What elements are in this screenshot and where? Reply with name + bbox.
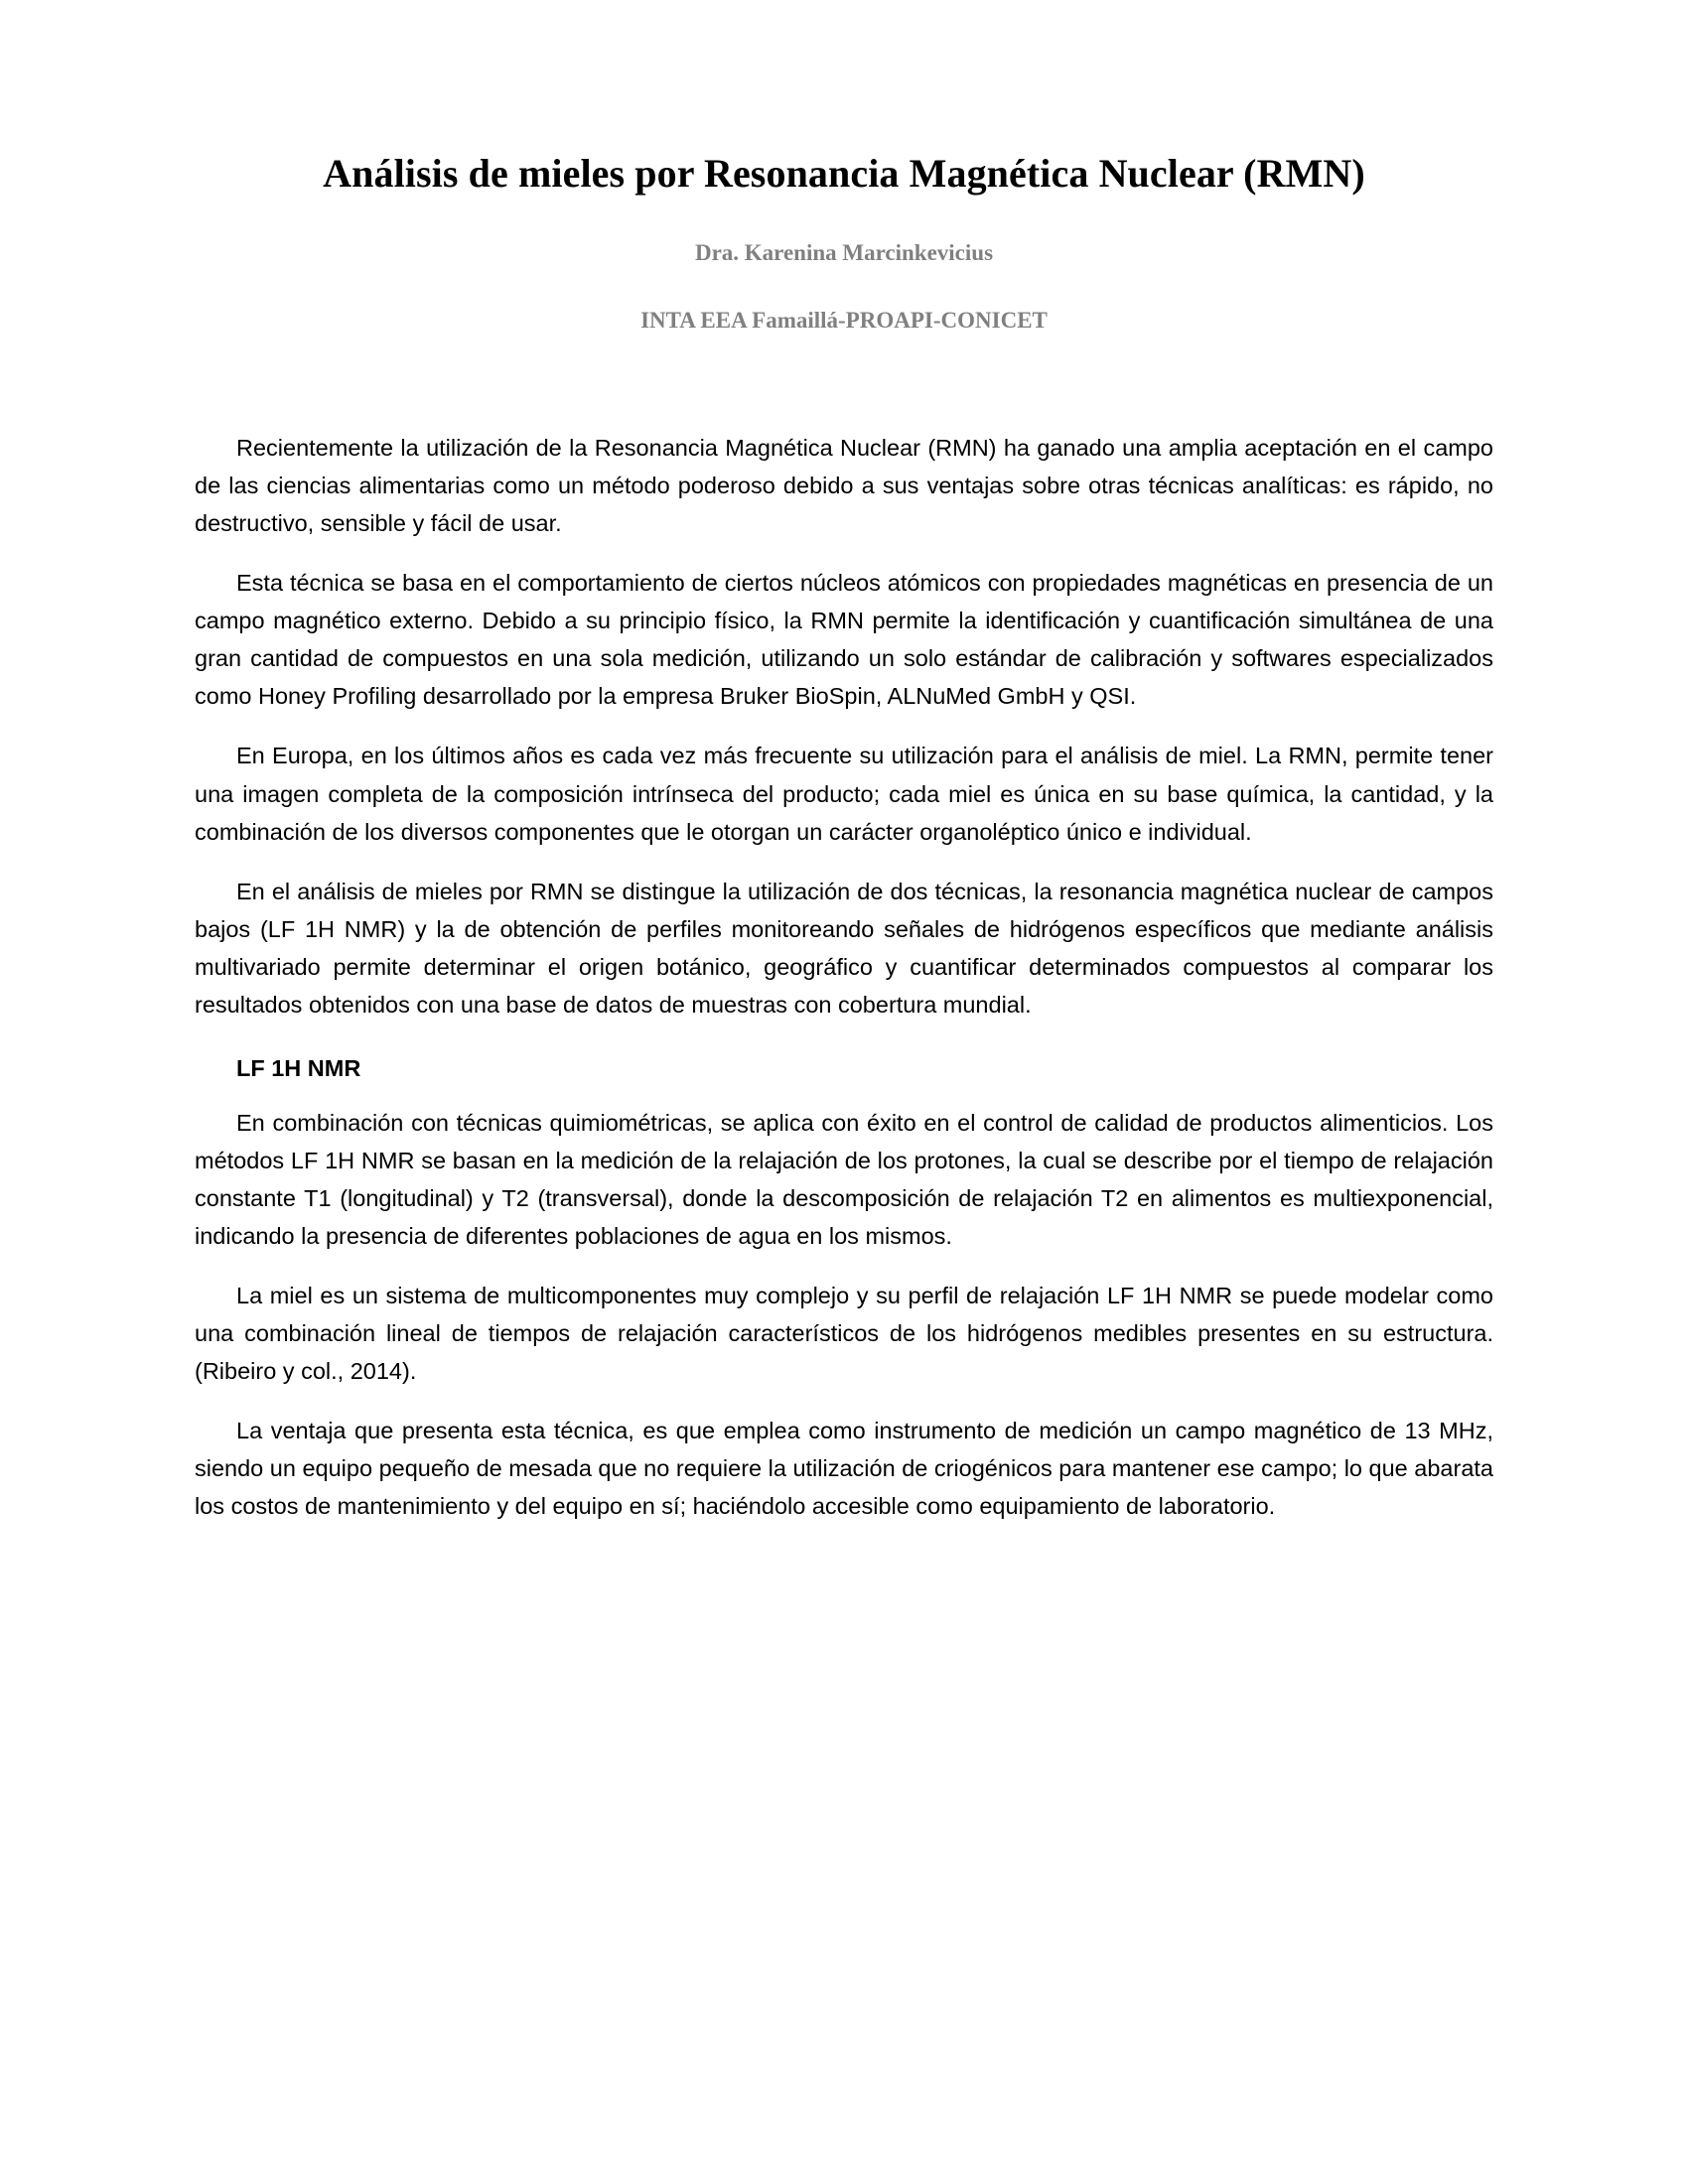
- body-paragraph: La ventaja que presenta esta técnica, es que emplea como instrumento de medición un campo magnético de 13 MHz, siendo un equipo pequeño de mesada que no requiere la utilización de criogénicos para mantener ese campo; lo que abarata los costos de mantenimiento y del equipo en sí; haciéndolo accesible como equipamiento de laboratorio.: [195, 1418, 1493, 1520]
- body-paragraph: Recientemente la utilización de la Resonancia Magnética Nuclear (RMN) ha ganado una amplia aceptación en el campo de las ciencias alimentarias como un método poderoso debido a sus ventajas sobre otras técnicas analíticas: es rápido, no destructivo, sensible y fácil de usar.: [195, 435, 1493, 537]
- affiliation-line: INTA EEA Famaillá-PROAPI-CONICET: [640, 308, 1048, 333]
- body-paragraph: La miel es un sistema de multicomponentes muy complejo y su perfil de relajación LF 1H NMR se puede modelar como una combinación lineal de tiempos de relajación característicos de los hidrógenos medibles presentes en su estructura. (Ribeiro y col., 2014).: [195, 1283, 1493, 1385]
- body-paragraph: En el análisis de mieles por RMN se distingue la utilización de dos técnicas, la resonancia magnética nuclear de campos bajos (LF 1H NMR) y la de obtención de perfiles monitoreando señales de hidrógenos específicos que mediante análisis multivariado permite determinar el origen botánico, geográfico y cuantificar determinados compuestos al comparar los resultados obtenidos con una base de datos de muestras con cobertura mundial.: [195, 878, 1493, 1018]
- page-title: Análisis de mieles por Resonancia Magnética Nuclear (RMN): [323, 151, 1365, 196]
- body-paragraph: Esta técnica se basa en el comportamiento de ciertos núcleos atómicos con propiedades magnéticas en presencia de un campo magnético externo. Debido a su principio físico, la RMN permite la identificación y cuantificación simultánea de una gran cantidad de compuestos en una sola medición, utilizando un solo estándar de calibración y softwares especializados como Honey Profiling desarrollado por la empresa Bruker BioSpin, ALNuMed GmbH y QSI.: [195, 570, 1493, 710]
- body-paragraph: En combinación con técnicas quimiométricas, se aplica con éxito en el control de calidad de productos alimenticios. Los métodos LF 1H NMR se basan en la medición de la relajación de los protones, la cual se describe por el tiempo de relajación constante T1 (longitudinal) y T2 (transversal), donde la descomposición de relajación T2 en alimentos es multiexponencial, indicando la presencia de diferentes poblaciones de agua en los mismos.: [195, 1109, 1493, 1250]
- body-paragraph: En Europa, en los últimos años es cada vez más frecuente su utilización para el análisis de miel. La RMN, permite tener una imagen completa de la composición intrínseca del producto; cada miel es única en su base química, la cantidad, y la combinación de los diversos componentes que le otorgan un carácter organoléptico único e individual.: [195, 743, 1493, 845]
- author-line: Dra. Karenina Marcinkevicius: [694, 240, 994, 265]
- page-bottom-spacer: [195, 1548, 1493, 1667]
- section-heading-lf-1h-nmr: LF 1H NMR: [236, 1054, 361, 1081]
